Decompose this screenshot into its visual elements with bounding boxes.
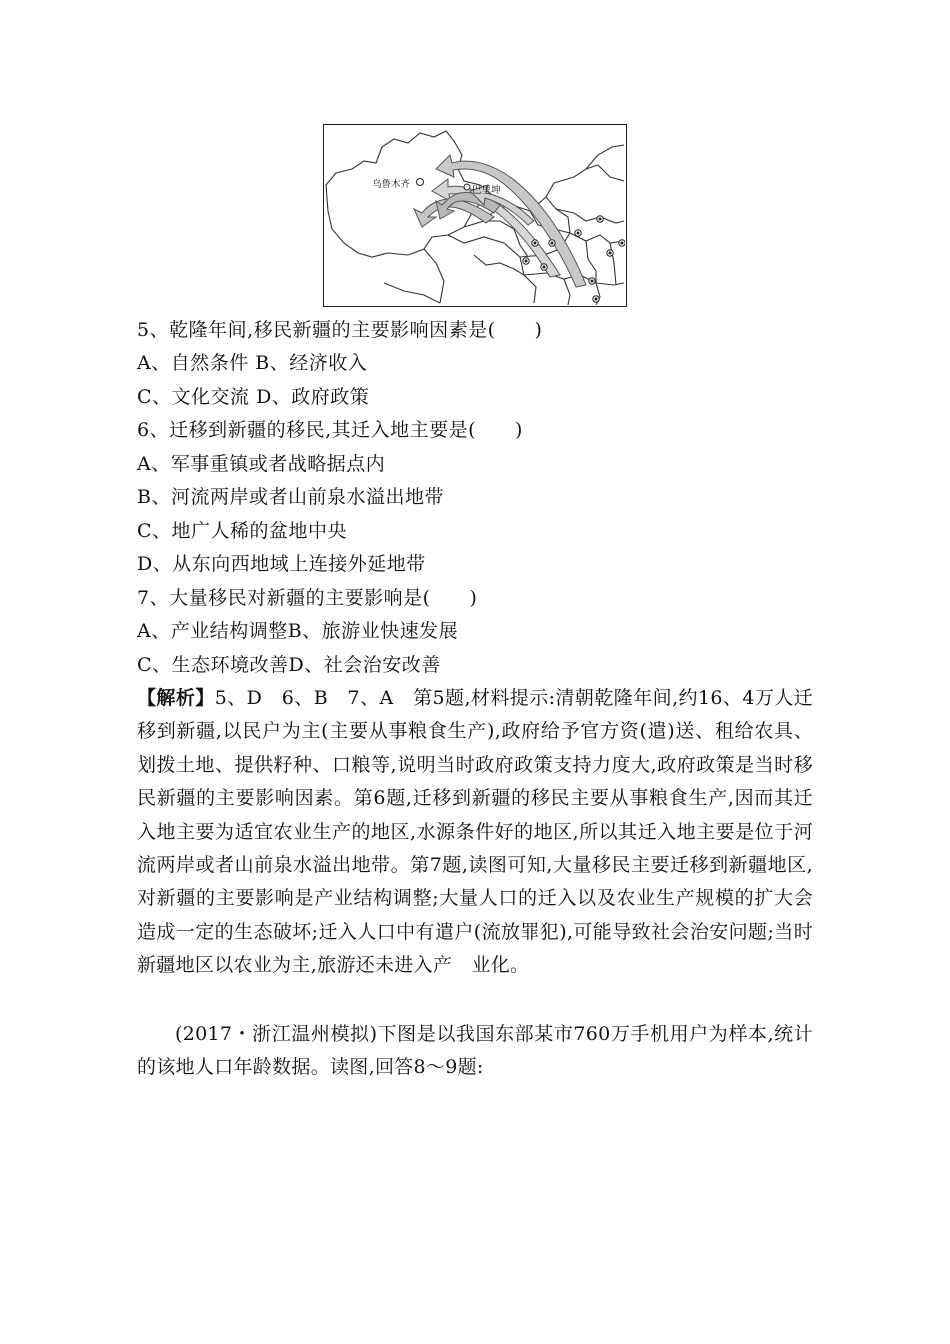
question-6-option-c: C、地广人稀的盆地中央 xyxy=(137,520,348,542)
question-5-option-ab: A、自然条件 B、经济收入 xyxy=(137,352,368,374)
question-5-option-cd: C、文化交流 D、政府政策 xyxy=(137,386,370,408)
city-label-barkol: 巴里坤 xyxy=(472,185,501,196)
question-7-option-cd: C、生态环境改善D、社会治安改善 xyxy=(137,654,441,676)
migration-map-drawing xyxy=(324,125,625,305)
question-7-option-ab: A、产业结构调整B、旅游业快速发展 xyxy=(137,620,459,642)
question-7-stem: 7、大量移民对新疆的主要影响是( ) xyxy=(137,587,478,609)
analysis-text: 5、D 6、B 7、A 第5题,材料提示:清朝乾隆年间,约16、4万人迁移到新疆,以民户为主(主要从事粮食生产),政府给予官方资(遣)送、租给农具、划拨土地、提供籽种、口粮等,说明当时政府政策支持力度大,政府政策是当时移民新疆的主要影响因素。第6题,迁移到新疆的移民主要从事粮食生产,因而其迁入地主要为适宜农业生产的地区,水源条件好的地区,所以其迁入地主要是位于河流两岸或者山前泉水溢出地带。第7题,读图可知,大量移民主要迁移到新疆地区,对新疆的主要影响是产业结构调整;大量人口的迁入以及农业生产规模的扩大会造成一定的生态破坏;迁入人口中有遣户(流放罪犯),可能导致社会治安问题;当时新疆地区以农业为主,旅游还未进入产 业化。 xyxy=(137,687,813,977)
migration-map xyxy=(323,124,627,307)
city-label-urumqi: 乌鲁木齐 xyxy=(372,179,411,190)
question-6-option-a: A、军事重镇或者战略据点内 xyxy=(137,453,386,475)
question-5-stem: 5、乾隆年间,移民新疆的主要影响因素是( ) xyxy=(137,319,543,341)
question-6-option-b: B、河流两岸或者山前泉水溢出地带 xyxy=(137,486,444,508)
analysis-paragraph xyxy=(137,682,813,983)
question-6-option-d: D、从东向西地域上连接外延地带 xyxy=(137,553,426,575)
question-6-stem: 6、迁移到新疆的移民,其迁入地主要是( ) xyxy=(137,419,523,441)
next-question-intro: (2017・浙江温州模拟)下图是以我国东部某市760万手机用户为样本,统计的该地人口年龄数据。读图,回答8～9题: xyxy=(137,1023,813,1079)
analysis-tag: 【解析】 xyxy=(137,687,215,709)
